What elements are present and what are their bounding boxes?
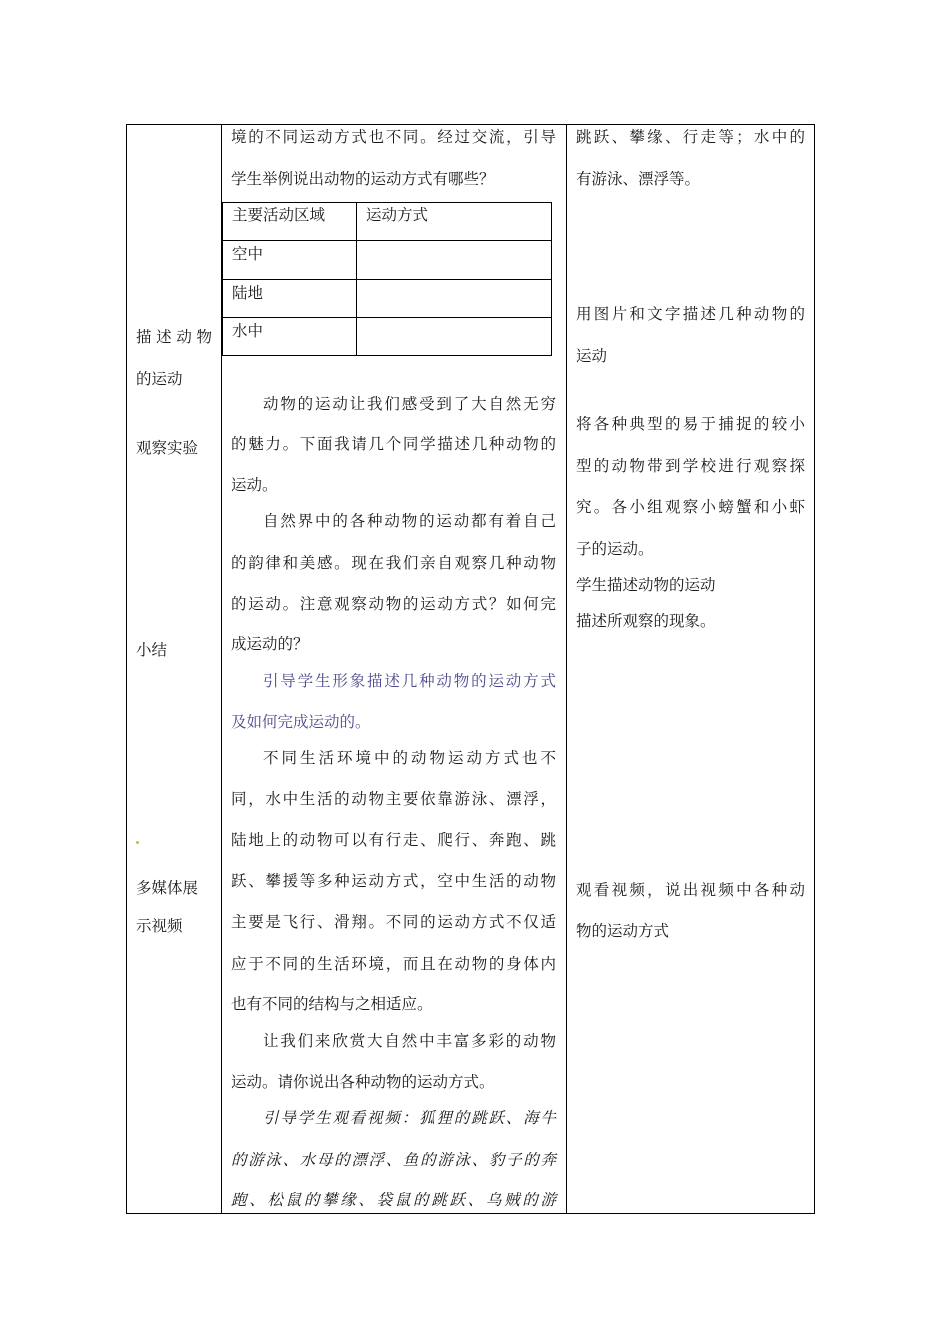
right-text-4: 学生描述动物的运动 [576, 576, 716, 594]
activity-table-row-land: 陆地 [232, 284, 264, 302]
para-6-line-1: 让我们来欣赏大自然中丰富多彩的动物 [263, 1032, 556, 1050]
left-label-video: 示视频 [136, 917, 183, 935]
mark-dot [136, 841, 139, 844]
para-6-line-2: 运动。请你说出各种动物的运动方式。 [231, 1073, 495, 1091]
para-7-line-2: 的游泳、水母的漂浮、鱼的游泳、豹子的奔 [231, 1151, 556, 1169]
right-text-5: 描述所观察的现象。 [576, 612, 716, 630]
para-1-line-2: 学生举例说出动物的运动方式有哪些？ [231, 170, 495, 188]
para-5-line-4: 跃、攀援等多种运动方式，空中生活的动物 [231, 872, 556, 890]
right-text-3-line-4: 子的运动。 [576, 540, 654, 558]
para-7-line-1: 引导学生观看视频：狐狸的跳跃、海牛 [263, 1109, 556, 1127]
para-3-line-3: 的运动。注意观察动物的运动方式？如何完 [231, 595, 556, 613]
activity-table-row-air: 空中 [232, 245, 264, 263]
para-4-line-2: 及如何完成运动的。 [231, 713, 371, 731]
para-3-line-4: 成运动的？ [231, 635, 309, 653]
right-text-2-line-1: 用图片和文字描述几种动物的 [576, 305, 805, 323]
para-1-line-1: 境的不同运动方式也不同。经过交流，引导 [231, 128, 556, 146]
para-5-line-6: 应于不同的生活环境，而且在动物的身体内 [231, 955, 556, 973]
para-5-line-3: 陆地上的动物可以有行走、爬行、奔跑、跳 [231, 831, 556, 849]
activity-table-rule [222, 317, 552, 318]
left-label-movement: 的运动 [136, 370, 183, 388]
para-7-line-3: 跑、松鼠的攀缘、袋鼠的跳跃、乌贼的游 [231, 1191, 556, 1209]
activity-table-header-area: 主要活动区域 [232, 206, 326, 224]
para-2-line-2: 的魅力。下面我请几个同学描述几种动物的 [231, 435, 556, 453]
right-text-3-line-1: 将各种典型的易于捕捉的较小 [576, 415, 805, 433]
right-text-2-line-2: 运动 [576, 347, 608, 365]
right-text-1-line-1: 跳跃、攀缘、行走等；水中的 [576, 128, 805, 146]
right-text-1-line-2: 有游泳、漂浮等。 [576, 170, 701, 188]
activity-table-rule [222, 279, 552, 280]
left-label-experiment: 观察实验 [136, 439, 199, 457]
right-text-6-line-1: 观看视频，说出视频中各种动 [576, 881, 805, 899]
para-5-line-5: 主要是飞行、滑翔。不同的运动方式不仅适 [231, 913, 556, 931]
activity-table-row-water: 水中 [232, 322, 264, 340]
para-5-line-2: 同，水中生活的动物主要依靠游泳、漂浮， [231, 790, 556, 808]
para-5-line-7: 也有不同的结构与之相适应。 [231, 995, 433, 1013]
para-4-line-1: 引导学生形象描述几种动物的运动方式 [263, 672, 556, 690]
activity-table-col-rule [356, 202, 357, 356]
left-label-multimedia: 多媒体展 [136, 879, 199, 897]
activity-table-header-mode: 运动方式 [366, 206, 429, 224]
para-3-line-2: 的韵律和美感。现在我们亲自观察几种动物 [231, 554, 556, 572]
para-2-line-3: 运动。 [231, 476, 278, 494]
right-text-3-line-3: 究。各小组观察小螃蟹和小虾 [576, 498, 805, 516]
left-label-describe: 描述动物 [136, 328, 212, 346]
column-divider-2 [566, 124, 567, 1214]
right-text-3-line-2: 型的动物带到学校进行观察探 [576, 457, 805, 475]
para-3-line-1: 自然界中的各种动物的运动都有着自己 [263, 512, 556, 530]
right-text-6-line-2: 物的运动方式 [576, 922, 670, 940]
left-label-summary: 小结 [136, 641, 168, 659]
para-5-line-1: 不同生活环境中的动物运动方式也不 [263, 749, 556, 767]
para-2-line-1: 动物的运动让我们感受到了大自然无穷 [263, 395, 556, 413]
activity-table-rule [222, 240, 552, 241]
